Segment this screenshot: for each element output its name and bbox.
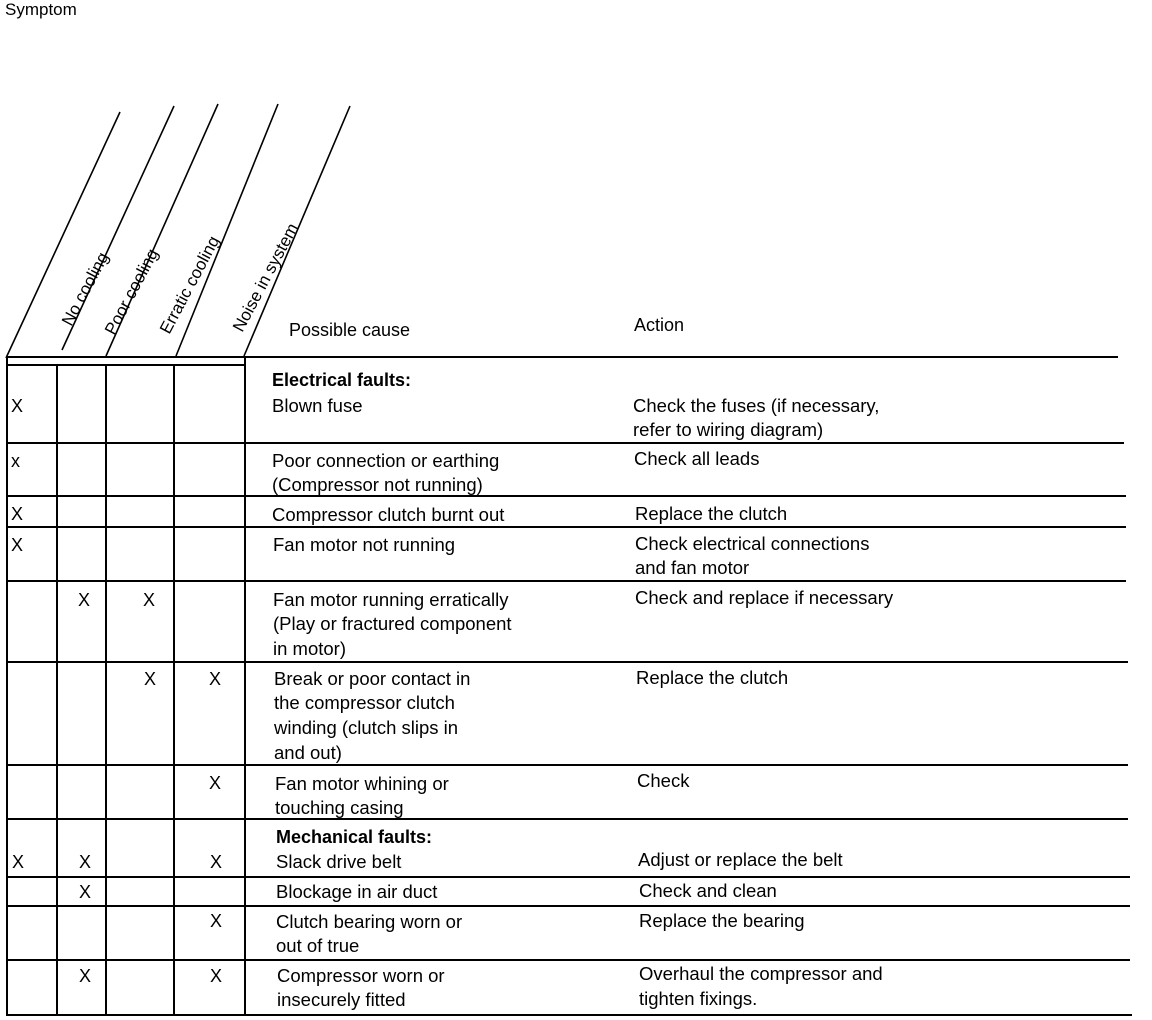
mark-poor-cooling: X [79,882,92,902]
page-title: Symptom [5,0,77,19]
mark-noise-in-system: X [209,669,222,689]
symptom-poor-cooling: Poor cooling [101,245,163,338]
mark-noise-in-system: X [209,773,222,793]
action-text: refer to wiring diagram) [633,419,824,440]
mark-poor-cooling: X [79,852,92,872]
mark-no-cooling: X [11,535,24,555]
cause-text: Blown fuse [272,395,363,416]
mark-erratic-cooling: X [143,590,156,610]
cause-text: Compressor clutch burnt out [272,504,505,525]
cause-text: Fan motor whining or [275,773,449,794]
mark-no-cooling: X [12,852,25,872]
mark-poor-cooling: X [78,590,91,610]
column-header-action: Action [634,315,685,335]
mark-no-cooling: x [11,451,20,471]
cause-text: Break or poor contact in [274,668,471,689]
cause-text: Slack drive belt [276,851,402,872]
action-text: Check the fuses (if necessary, [633,395,880,416]
symptom-no-cooling: No cooling [58,249,113,329]
mark-noise-in-system: X [210,852,223,872]
column-header-cause: Possible cause [289,320,411,340]
action-text: Overhaul the compressor and [639,963,883,984]
mark-no-cooling: X [11,396,24,416]
mark-noise-in-system: X [210,911,223,931]
cause-text: (Play or fractured component [273,613,512,634]
action-text: Replace the clutch [636,667,789,688]
action-text: Check and replace if necessary [635,587,894,608]
cause-text: Blockage in air duct [276,881,438,902]
cause-text: the compressor clutch [274,692,455,713]
cause-text: touching casing [275,797,404,818]
action-text: and fan motor [635,557,750,578]
cause-text: Compressor worn or [277,965,445,986]
cause-text: and out) [274,742,342,763]
cause-text: Fan motor running erratically [273,589,509,610]
cause-text: insecurely fitted [277,989,406,1010]
action-text: Check [637,770,690,791]
mark-erratic-cooling: X [144,669,157,689]
section-heading-electrical: Electrical faults: [272,370,412,390]
mark-poor-cooling: X [79,966,92,986]
cause-text: out of true [276,935,360,956]
cause-text: Fan motor not running [273,534,456,555]
action-text: Check and clean [639,880,777,901]
section-heading-mechanical: Mechanical faults: [276,827,433,847]
action-text: Adjust or replace the belt [638,849,843,870]
cause-text: in motor) [273,638,346,659]
mark-noise-in-system: X [210,966,223,986]
cause-text: (Compressor not running) [272,474,483,495]
action-text: Replace the clutch [635,503,788,524]
cause-text: winding (clutch slips in [274,717,459,738]
mark-no-cooling: X [11,504,24,524]
symptom-erratic-cooling: Erratic cooling [156,232,224,337]
action-text: Check all leads [634,448,760,469]
action-text: Check electrical connections [635,533,870,554]
action-text: tighten fixings. [639,988,758,1009]
action-text: Replace the bearing [639,910,805,931]
symptom-noise-in-system: Noise in system [229,220,303,335]
cause-text: Poor connection or earthing [272,450,500,471]
cause-text: Clutch bearing worn or [276,911,463,932]
